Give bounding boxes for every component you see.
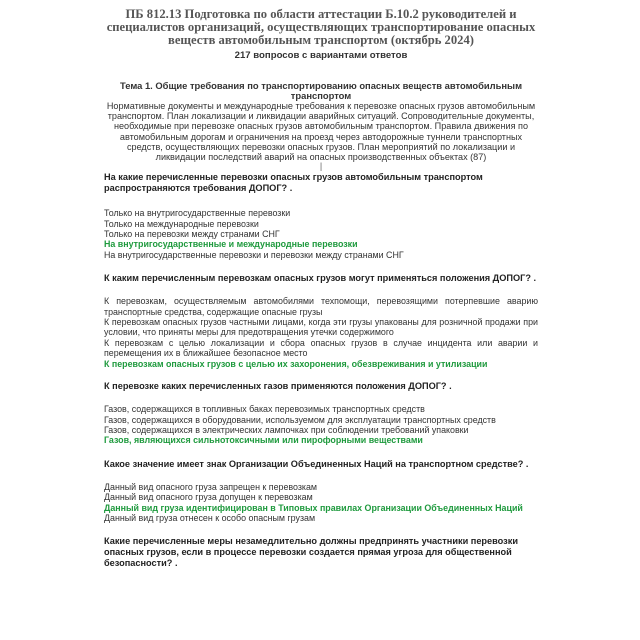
document-subtitle: 217 вопросов с вариантами ответов bbox=[234, 50, 408, 61]
correct-answer: Газов, являющихся сильнотоксичными или пирофорными веществами bbox=[104, 435, 423, 446]
answer-option: Только на перевозки между странами СНГ bbox=[104, 229, 280, 240]
answer-option: Только на международные перевозки bbox=[104, 218, 259, 229]
answer-option: К перевозкам опасных грузов частными лицами, когда эти грузы упакованы для розничной продажи при условии, что приняты меры для предотвращения утечки содержимого bbox=[104, 317, 538, 338]
answer-option: Газов, содержащихся в электрических лампочках при соблюдении требований упаковки bbox=[104, 424, 469, 435]
answer-option: Газов, содержащихся в топливных баках перевозимых транспортных средств bbox=[104, 404, 425, 415]
answer-option: Данный вид опасного груза допущен к перевозкам bbox=[104, 492, 313, 503]
correct-answer: К перевозкам опасных грузов с целью их захоронения, обезвреживания и утилизации bbox=[104, 358, 488, 369]
answer-option: Только на внутригосударственные перевозки bbox=[104, 208, 291, 219]
text-cursor: | bbox=[319, 161, 323, 172]
question-text: Какое значение имеет знак Организации Объединенных Наций на транспортном средстве? . bbox=[104, 458, 529, 469]
question-text: К каким перечисленным перевозкам опасных грузов могут применяться положения ДОПОГ? . bbox=[104, 273, 537, 284]
answer-option: Газов, содержащихся в оборудовании, используемом для эксплуатации транспортных средств bbox=[104, 414, 496, 425]
document-page bbox=[104, 8, 538, 569]
correct-answer: На внутригосударственные и международные перевозки bbox=[104, 239, 358, 250]
topic-title: Тема 1. Общие требования по транспортированию опасных веществ автомобильным транспортом bbox=[119, 80, 523, 101]
correct-answer: Данный вид груза идентифицирован в Типовых правилах Организации Объединенных Наций bbox=[104, 502, 523, 513]
answer-list bbox=[104, 404, 538, 446]
answer-option: К перевозкам, осуществляемым автомобилями техпомощи, перевозящими потерпевшие аварию транспортные средства, содержащие опасные грузы bbox=[104, 296, 538, 317]
answer-list bbox=[104, 208, 538, 260]
answer-option: К перевозкам с целью локализации и сбора опасных грузов в случае инцидента или аварии и перемещения их в ближайшее безопасное место bbox=[104, 337, 538, 359]
question-block bbox=[104, 172, 538, 260]
answer-option: Данный вид опасного груза запрещен к перевозкам bbox=[104, 481, 318, 492]
question-block bbox=[104, 273, 538, 369]
answer-list bbox=[104, 482, 538, 524]
question-block bbox=[104, 381, 538, 446]
document-title: ПБ 812.13 Подготовка по области аттестации Б.10.2 руководителей и специалистов организаций, осуществляющих транспортирование опасных веществ автомобильным транспортом (октябрь 2024) bbox=[106, 7, 536, 47]
question-text: К перевозке каких перечисленных газов применяются положения ДОПОГ? . bbox=[104, 381, 452, 392]
question-block bbox=[104, 536, 538, 569]
question-block bbox=[104, 459, 538, 524]
question-text: Какие перечисленные меры незамедлительно должны предпринять участники перевозки опасных грузов, если в процессе перевозки создается прямая угроза для общественной безопасности? . bbox=[104, 536, 518, 569]
answer-option: На внутригосударственные перевозки и перевозки между странами СНГ bbox=[104, 249, 404, 260]
answer-option: Данный вид груза отнесен к особо опасным грузам bbox=[104, 512, 316, 523]
question-text: На какие перечисленные перевозки опасных грузов автомобильным транспортом распространяются требования ДОПОГ? . bbox=[104, 172, 483, 194]
topic-description: Нормативные документы и международные требования к перевозке опасных грузов автомобильным транспортом. План локализации и ликвидации аварийных ситуаций. Сопроводительные документы, необходимые при перевозке опасных грузов автомобильным транспортом. Правила движения по автомобильным дорогам и ограничения на проезд через автодорожные туннели транспортных средств, осуществляющих перевозки опасных грузов. План мероприятий по локализации и ликвидации последствий аварий на опасных производственных объектах (87) bbox=[106, 101, 536, 163]
answer-list bbox=[104, 296, 538, 369]
